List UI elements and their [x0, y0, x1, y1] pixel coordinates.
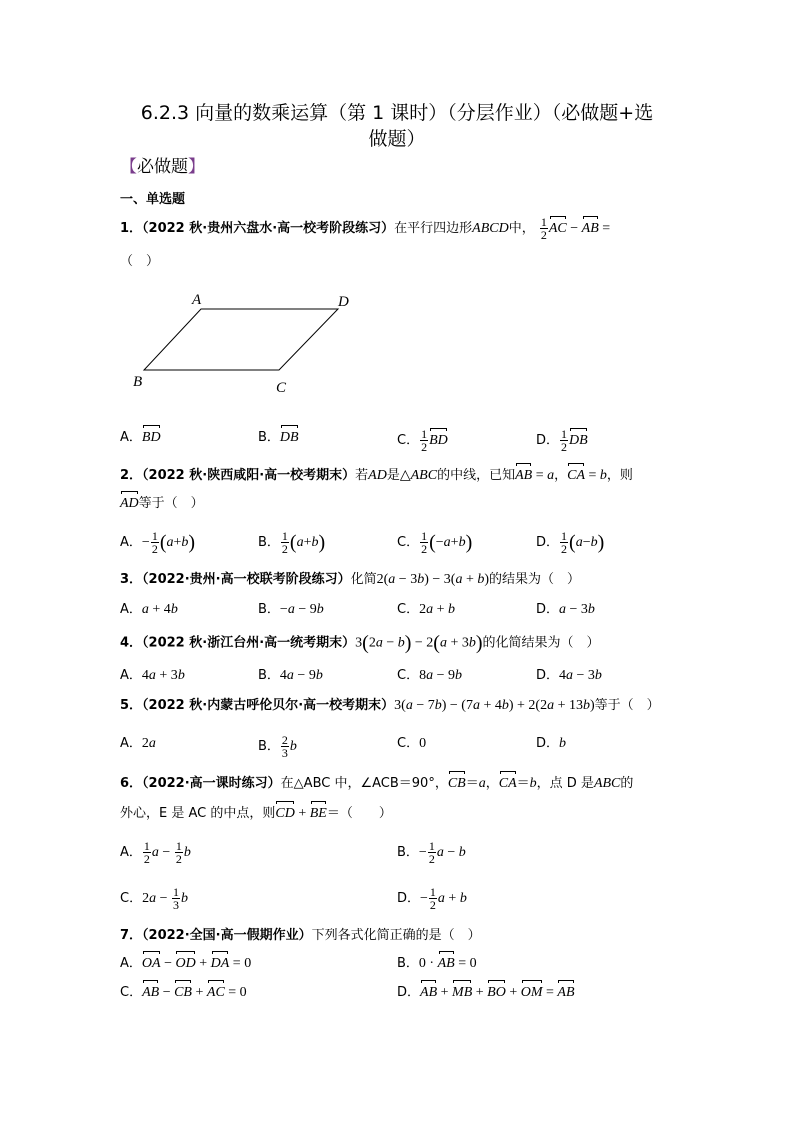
question-6-cont: 外心，E 是 AC 的中点，则CD + BE＝（ ）: [120, 804, 392, 824]
q2-option-c[interactable]: C． $\frac{1}{2}$ (−a+b): [397, 529, 473, 556]
q1-option-d[interactable]: D． $\frac{1}{2}$ DB: [536, 427, 588, 454]
q1-option-c[interactable]: C． $\frac{1}{2}$ BD: [397, 427, 448, 454]
q4-option-a[interactable]: A．4a + 3b: [120, 668, 185, 683]
q5-option-c[interactable]: C．0: [397, 736, 427, 751]
vertex-a: A: [192, 292, 202, 308]
question-5: 5．（2022 秋·内蒙古呼伦贝尔·高一校考期末）3(a − 7b) − (7a + 4b) + 2(2a + 13b)等于（ ）: [120, 698, 660, 713]
q3-option-d[interactable]: D．a − 3b: [536, 602, 595, 617]
q6-option-b[interactable]: B．− $\frac{1}{2}$ a − b: [397, 839, 466, 866]
q5-option-b[interactable]: B． $\frac{2}{3}$ b: [258, 733, 297, 760]
q6-option-a[interactable]: A． $\frac{1}{2}$ a − $\frac{1}{2}$ b: [120, 839, 191, 866]
q3-option-b[interactable]: B．−a − 9b: [258, 602, 324, 617]
question-4: 4．（2022 秋·浙江台州·高一统考期末）3(2a − b) − 2(a + 3b)的化简结果为（ ）: [120, 632, 600, 654]
question-1: 1．（2022 秋·贵州六盘水·高一校考阶段练习）在平行四边形ABCD中， $\frac{1}{2}$ AC − AB =: [120, 215, 611, 242]
vertex-b: B: [133, 374, 143, 390]
question-2-cont: AD等于（ ）: [120, 494, 204, 514]
q6-option-c[interactable]: C．2a − $\frac{1}{3}$ b: [120, 885, 188, 912]
q2-option-b[interactable]: B． $\frac{1}{2}$ (a+b): [258, 529, 326, 556]
q5-option-a[interactable]: A．2a: [120, 736, 156, 751]
q4-option-d[interactable]: D．4a − 3b: [536, 668, 602, 683]
section-tag: 【必做题】: [120, 157, 205, 177]
q2-option-d[interactable]: D． $\frac{1}{2}$ (a−b): [536, 529, 605, 556]
section-tag-label: 必做题: [137, 157, 188, 177]
q1-option-a[interactable]: A．BD: [120, 428, 161, 448]
q6-option-d[interactable]: D．− $\frac{1}{2}$ a + b: [397, 885, 467, 912]
question-2: 2．（2022 秋·陕西咸阳·高一校考期末）若AD是△ABC的中线，已知AB = a，CA = b，则: [120, 466, 633, 486]
vertex-d: D: [338, 294, 349, 310]
section-heading: 一、单选题: [120, 192, 186, 207]
question-3: 3．（2022·贵州·高一校联考阶段练习）化简2(a − 3b) − 3(a + b)的结果为（ ）: [120, 572, 581, 587]
q1-option-b[interactable]: B．DB: [258, 428, 299, 448]
q7-option-d[interactable]: D．AB + MB + BO + OM = AB: [397, 983, 575, 1003]
question-6: 6．（2022·高一课时练习）在△ABC 中，∠ACB＝90°，CB＝a，CA＝b，点 D 是ABC的: [120, 774, 633, 794]
q4-option-c[interactable]: C．8a − 9b: [397, 668, 462, 683]
vertex-c: C: [276, 380, 287, 396]
page-title: 6.2.3 向量的数乘运算（第 1 课时）（分层作业）（必做题+选: [140, 102, 654, 124]
question-7: 7．（2022·全国·高一假期作业）下列各式化简正确的是（ ）: [120, 928, 481, 943]
parallelogram-figure: [130, 288, 360, 398]
q3-option-c[interactable]: C．2a + b: [397, 602, 455, 617]
question-1-paren: （ ）: [120, 254, 160, 269]
q7-option-b[interactable]: B．0 · AB = 0: [397, 954, 477, 974]
q2-option-a[interactable]: A．− $\frac{1}{2}$ (a+b): [120, 529, 196, 556]
q5-option-d[interactable]: D．b: [536, 736, 567, 751]
q7-option-c[interactable]: C．AB − CB + AC = 0: [120, 983, 247, 1003]
q7-option-a[interactable]: A．OA − OD + DA = 0: [120, 954, 251, 974]
page-title-cont: 做题）: [368, 128, 426, 150]
q3-option-a[interactable]: A．a + 4b: [120, 602, 178, 617]
q4-option-b[interactable]: B．4a − 9b: [258, 668, 323, 683]
parallelogram-shape: [144, 309, 338, 370]
